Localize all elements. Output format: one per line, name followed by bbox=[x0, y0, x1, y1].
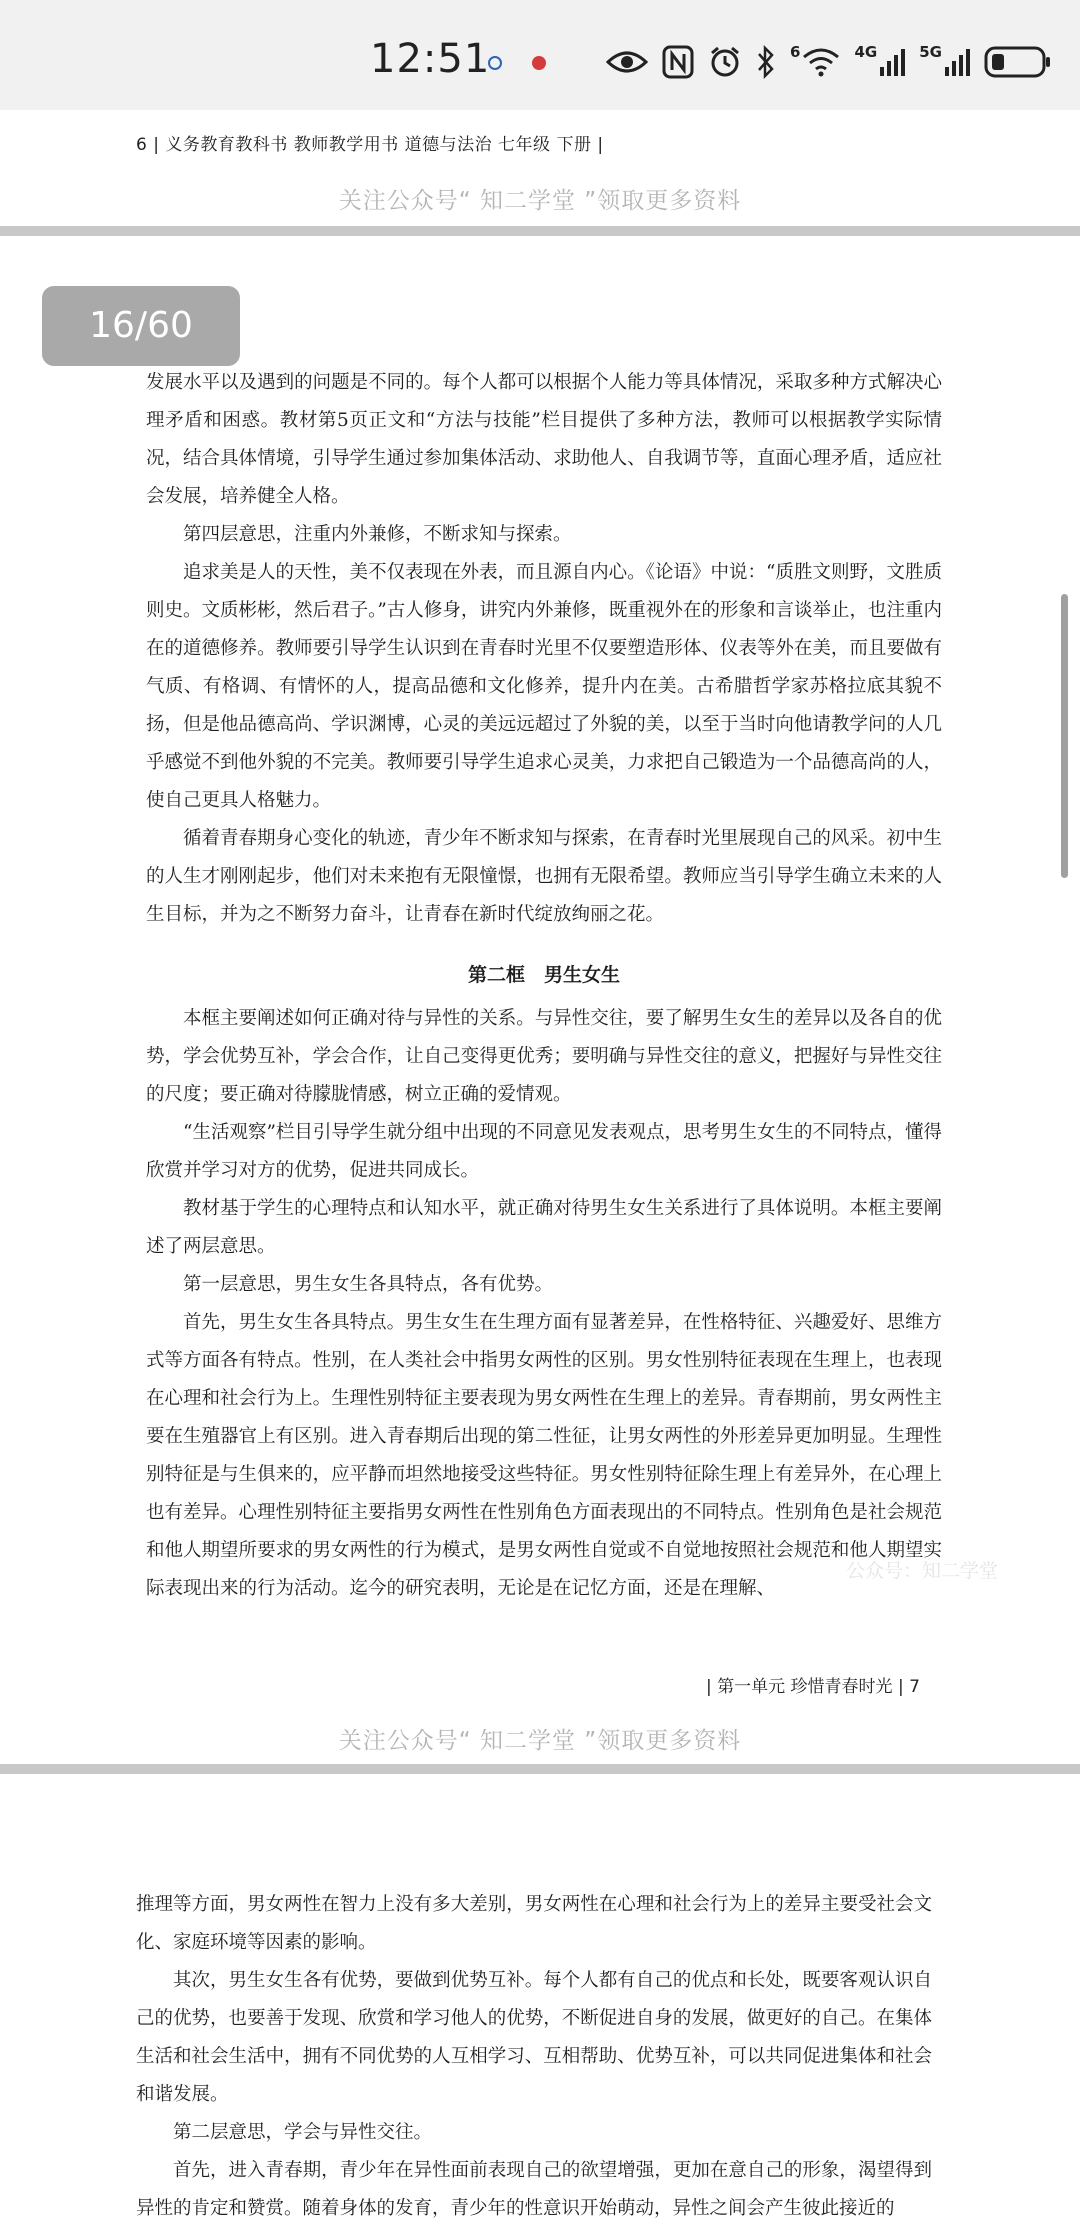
paragraph: 推理等方面，男女两性在智力上没有多大差别，男女两性在心理和社会行为上的差异主要受社会文化、家庭环境等因素的影响。 bbox=[136, 1894, 932, 1953]
network-5g-label: 5G bbox=[919, 43, 942, 61]
status-time: 12:51 bbox=[370, 36, 491, 82]
eye-icon bbox=[606, 47, 648, 77]
paragraph: 第一层意思，男生女生各具特点，各有优势。 bbox=[183, 1274, 554, 1295]
page-separator bbox=[0, 1764, 1080, 1774]
network-4g-label: 4G bbox=[854, 43, 878, 61]
status-bar bbox=[0, 0, 1080, 110]
paragraph: 追求美是人的天性，美不仅表现在外表，而且源自内心。《论语》中说：“质胜文则野，文胜质则史。文质彬彬，然后君子。”古人修身，讲究内外兼修，既重视外在的形象和言谈举止，也注重内在的道德修养。教师要引导学生认识到在青春时光里不仅要塑造形体、仪表等外在美，而且要做有气质、有格调、有情怀的人，提高品德和文化修养，提升内在美。古希腊哲学家苏格拉底其貌不扬，但是他品德高尚、学识渊博，心灵的美远远超过了外貌的美，以至于当时向他请教学问的人几乎感觉不到他外貌的不完美。教师要引导学生追求心灵美，力求把自己锻造为一个品德高尚的人，使自己更具人格魅力。 bbox=[146, 562, 942, 811]
faint-watermark: 公众号：知二学堂 bbox=[846, 1560, 999, 1582]
bluetooth-icon bbox=[756, 45, 776, 79]
battery-icon bbox=[984, 46, 1052, 78]
page-body bbox=[136, 1886, 932, 2228]
page-footer: | 第一单元 珍惜青春时光 | 7 bbox=[706, 1677, 920, 1697]
page-separator bbox=[0, 226, 1080, 236]
signal-4g-icon bbox=[879, 47, 905, 77]
status-icons bbox=[606, 42, 1052, 82]
watermark-text: 关注公众号“ 知二学堂 ”领取更多资料 bbox=[338, 188, 742, 214]
document-page-previous[interactable] bbox=[0, 110, 1080, 228]
paragraph: 发展水平以及遇到的问题是不同的。每个人都可以根据个人能力等具体情况，采取多种方式解决心理矛盾和困惑。教材第5页正文和“方法与技能”栏目提供了多种方法，教师可以根据教学实际情况，结合具体情境，引导学生通过参加集体活动、求助他人、自我调节等，直面心理矛盾，适应社会发展，培养健全人格。 bbox=[146, 372, 942, 507]
paragraph: 第四层意思，注重内外兼修，不断求知与探索。 bbox=[183, 524, 572, 545]
watermark-text: 关注公众号“ 知二学堂 ”领取更多资料 bbox=[338, 1728, 742, 1754]
page-counter: 16/60 bbox=[42, 286, 240, 366]
paragraph: 第二层意思，学会与异性交往。 bbox=[173, 2122, 433, 2143]
paragraph: “生活观察”栏目引导学生就分组中出现的不同意见发表观点，思考男生女生的不同特点，懂得欣赏并学习对方的优势，促进共同成长。 bbox=[146, 1122, 942, 1181]
signal-5g-icon bbox=[944, 47, 970, 77]
scrollbar-thumb[interactable] bbox=[1061, 594, 1068, 878]
wifi-icon bbox=[802, 47, 840, 77]
document-page-next[interactable] bbox=[0, 1774, 1080, 2228]
paragraph: 本框主要阐述如何正确对待与异性的关系。与异性交往，要了解男生女生的差异以及各自的优势，学会优势互补，学会合作，让自己变得更优秀；要明确与异性交往的意义，把握好与异性交往的尺度；要正确对待朦胧情感，树立正确的爱情观。 bbox=[146, 1008, 942, 1105]
paragraph: 教材基于学生的心理特点和认知水平，就正确对待男生女生关系进行了具体说明。本框主要阐述了两层意思。 bbox=[146, 1198, 942, 1257]
paragraph: 首先，进入青春期，青少年在异性面前表现自己的欲望增强，更加在意自己的形象，渴望得到异性的肯定和赞赏。随着身体的发育，青少年的性意识开始萌动，异性之间会产生彼此接近的 bbox=[136, 2160, 932, 2219]
app-notification-icon bbox=[488, 56, 502, 70]
document-page-current[interactable] bbox=[0, 236, 1080, 1764]
section-title: 第二框 男生女生 bbox=[467, 964, 620, 986]
running-header: 6 | 义务教育教科书 教师教学用书 道德与法治 七年级 下册 | bbox=[136, 135, 604, 155]
page-body bbox=[146, 364, 942, 1608]
app-notification-icon-red bbox=[532, 56, 546, 70]
paragraph: 循着青春期身心变化的轨迹，青少年不断求知与探索，在青春时光里展现自己的风采。初中生的人生才刚刚起步，他们对未来抱有无限憧憬，也拥有无限希望。教师应当引导学生确立未来的人生目标，并为之不断努力奋斗，让青春在新时代绽放绚丽之花。 bbox=[146, 828, 942, 925]
paragraph: 首先，男生女生各具特点。男生女生在生理方面有显著差异，在性格特征、兴趣爱好、思维方式等方面各有特点。性别，在人类社会中指男女两性的区别。男女性别特征表现在生理上，也表现在心理和社会行为上。生理性别特征主要表现为男女两性在生理上的差异。青春期前，男女两性主要在生殖器官上有区别。进入青春期后出现的第二性征，让男女两性的外形差异更加明显。生理性别特征是与生俱来的，应平静而坦然地接受这些特征。男女性别特征除生理上有差异外，在心理上也有差异。心理性别特征主要指男女两性在性别角色方面表现出的不同特点。性别角色是社会规范和他人期望所要求的男女两性的行为模式，是男女两性自觉或不自觉地按照社会规范和他人期望实际表现出来的行为活动。迄今的研究表明，无论是在记忆方面，还是在理解、 bbox=[146, 1312, 942, 1599]
nfc-icon bbox=[662, 45, 694, 79]
paragraph: 其次，男生女生各有优势，要做到优势互补。每个人都有自己的优点和长处，既要客观认识自己的优势，也要善于发现、欣赏和学习他人的优势，不断促进自身的发展，做更好的自己。在集体生活和社会生活中，拥有不同优势的人互相学习、互相帮助、优势互补，可以共同促进集体和社会和谐发展。 bbox=[136, 1970, 932, 2105]
wifi-badge: 6 bbox=[790, 43, 801, 61]
alarm-icon bbox=[708, 45, 742, 79]
